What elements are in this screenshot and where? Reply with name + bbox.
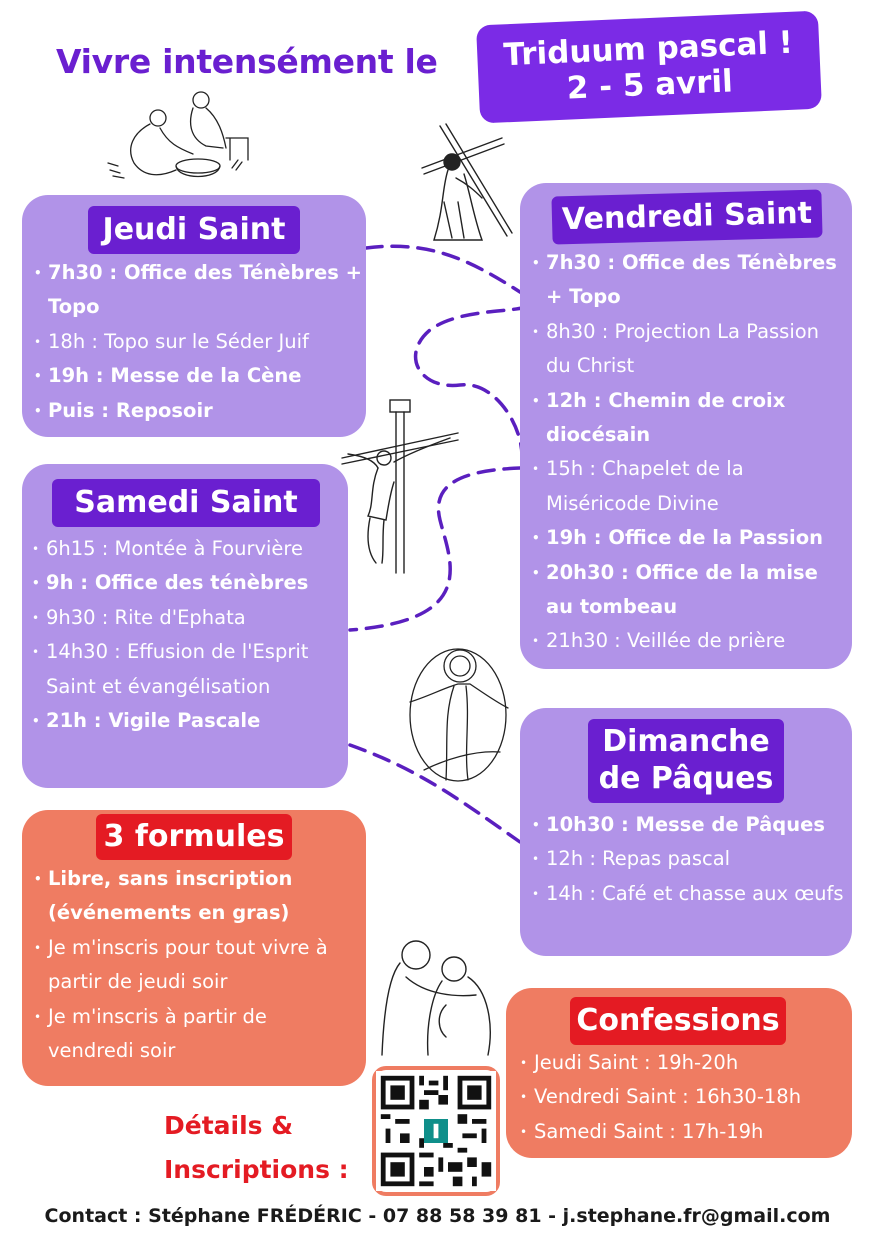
confessions-list [520,1046,850,1149]
samedi-saint-title: Samedi Saint [52,479,320,527]
header-box-line2: 2 - 5 avril [566,63,734,107]
list-item: • 21h30 : Veillée de prière [532,624,842,658]
qr-code[interactable] [372,1066,500,1196]
header-date-box [476,11,822,124]
list-item: • 12h : Repas pascal [532,842,844,876]
vendredi-saint-title: Vendredi Saint [551,189,822,244]
embrace-illustration-icon [376,935,501,1060]
dimanche-paques-title [588,719,784,803]
list-item: • 18h : Topo sur le Séder Juif [34,325,364,359]
samedi-saint-list [32,532,342,738]
header-box-line1: Triduum pascal ! [502,24,794,74]
list-item: • Puis : Reposoir [34,394,364,428]
formules-list [34,862,354,1068]
list-item: • 14h : Café et chasse aux œufs [532,877,844,911]
list-item: • 15h : Chapelet de la Miséricode Divine [532,452,842,521]
qr-code-icon [376,1070,496,1192]
list-item: • Libre, sans inscription (événements en gras) [34,862,354,931]
list-item: • 9h30 : Rite d'Ephata [32,601,342,635]
confessions-title: Confessions [570,997,786,1045]
list-item: • 20h30 : Office de la mise au tombeau [532,556,842,625]
list-item: • 7h30 : Office des Ténèbres + Topo [34,256,364,325]
list-item: • 12h : Chemin de croix diocésain [532,384,842,453]
list-item: • Je m'inscris à partir de vendredi soir [34,1000,354,1069]
dimanche-title-line1: Dimanche [602,724,770,759]
cross-carrying-illustration-icon [412,118,522,248]
list-item: • 8h30 : Projection La Passion du Christ [532,315,842,384]
list-item: • 21h : Vigile Pascale [32,704,342,738]
list-item: • Vendredi Saint : 16h30-18h [520,1080,850,1114]
list-item: • 9h : Office des ténèbres [32,566,342,600]
list-item: • Je m'inscris pour tout vivre à partir de jeudi soir [34,931,354,1000]
contact-line: Contact : Stéphane FRÉDÉRIC - 07 88 58 39 81 - j.stephane.fr@gmail.com [44,1205,831,1227]
jeudi-saint-list [34,256,364,428]
list-item: • 10h30 : Messe de Pâques [532,808,844,842]
header-title: Vivre intensément le [56,42,438,81]
vendredi-saint-list [532,246,842,659]
list-item: • Samedi Saint : 17h-19h [520,1115,850,1149]
details-inscriptions-label [164,1104,349,1192]
list-item: • Jeudi Saint : 19h-20h [520,1046,850,1080]
jeudi-saint-title: Jeudi Saint [88,206,300,254]
dimanche-paques-list [532,808,844,911]
list-item: • 14h30 : Effusion de l'Esprit Saint et évangélisation [32,635,342,704]
risen-christ-illustration-icon [404,640,512,790]
details-line1: Détails & [164,1111,294,1140]
foot-washing-illustration-icon [98,88,258,193]
list-item: • 19h : Office de la Passion [532,521,842,555]
formules-title: 3 formules [96,814,292,860]
list-item: • 6h15 : Montée à Fourvière [32,532,342,566]
details-line2: Inscriptions : [164,1155,349,1184]
list-item: • 19h : Messe de la Cène [34,359,364,393]
list-item: • 7h30 : Office des Ténèbres + Topo [532,246,842,315]
dimanche-title-line2: de Pâques [598,761,774,796]
